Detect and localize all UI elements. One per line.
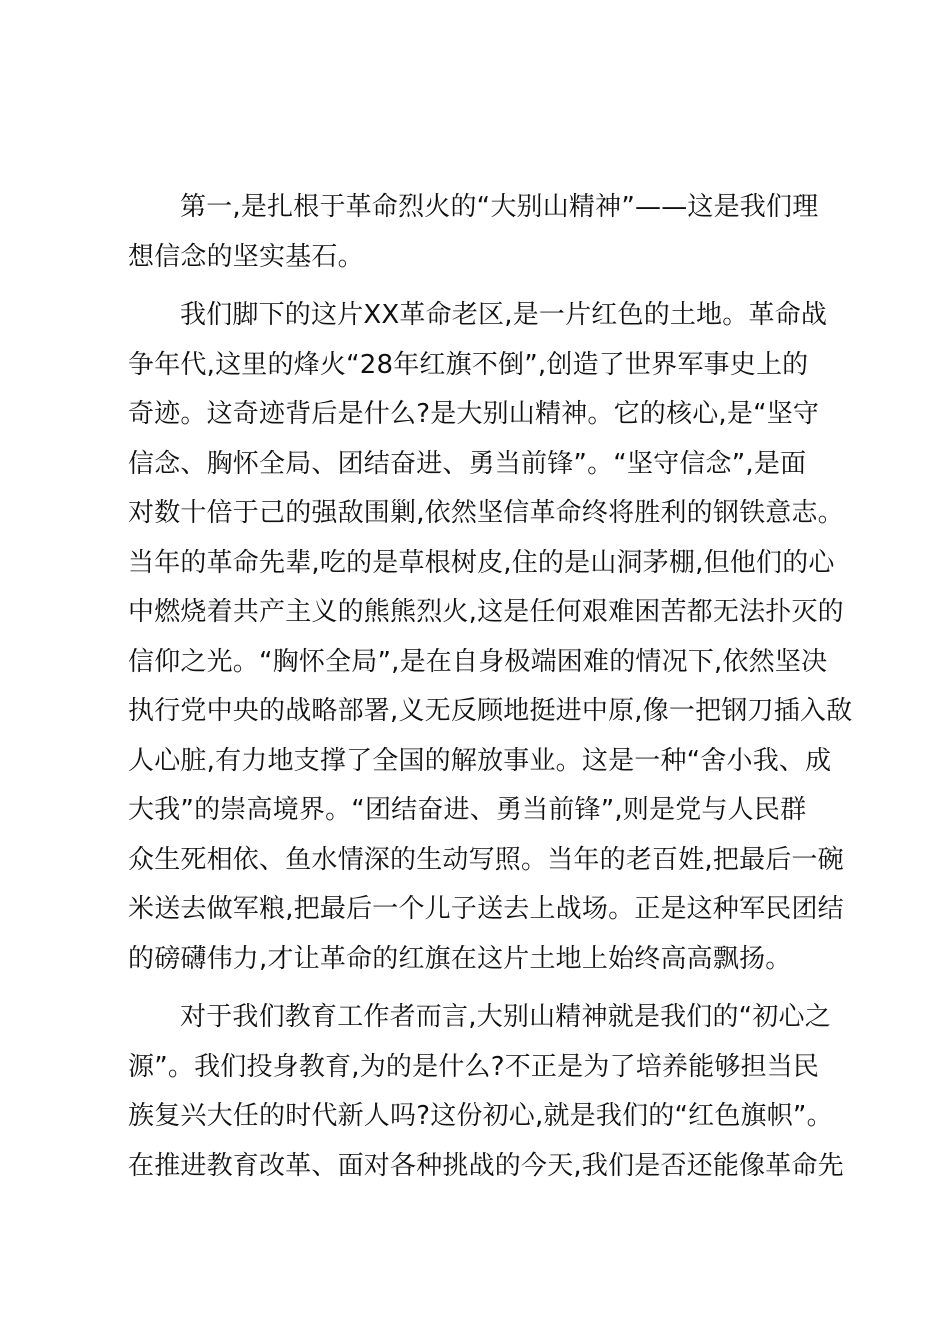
text-line: 对数十倍于己的强敌围剿,依然坚信革命终将胜利的钢铁意志。 [128,498,844,528]
text-line: 执行党中央的战略部署,义无反顾地挺进中原,像一把钢刀插入敌 [128,696,853,726]
text-line: 米送去做军粮,把最后一个儿子送去上战场。正是这种军民团结 [128,894,844,924]
text-line: 当年的革命先辈,吃的是草根树皮,住的是山洞茅棚,但他们的心 [128,547,835,578]
text-line: 在推进教育改革、面对各种挑战的今天,我们是否还能像革命先 [128,1150,844,1181]
text-line: 信念、胸怀全局、团结奋进、勇当前锋”。“坚守信念”,是面 [128,448,807,479]
text-line: 中燃烧着共产主义的熊熊烈火,这是任何艰难困苦都无法扑灭的 [128,597,844,627]
text-line: 奇迹。这奇迹背后是什么?是大别山精神。它的核心,是“坚守 [128,399,820,429]
text-line: 对于我们教育工作者而言,大别山精神就是我们的“初心之 [180,1002,831,1032]
text-line: 族复兴大任的时代新人吗?这份初心,就是我们的“红色旗帜”。 [128,1101,833,1131]
text-line: 我们脚下的这片XX革命老区,是一片红色的土地。革命战 [180,300,828,330]
paragraph-2 [128,291,853,984]
text-line: 想信念的坚实基石。 [128,241,364,272]
text-line: 的磅礴伟力,才让革命的红旗在这片土地上始终高高飘扬。 [128,943,792,974]
paragraph-3 [128,993,844,1191]
text-line: 众生死相依、鱼水情深的生动写照。当年的老百姓,把最后一碗 [128,844,844,875]
text-line: 争年代,这里的烽火“28年红旗不倒”,创造了世界军事史上的 [128,349,809,380]
text-line: 第一,是扎根于革命烈火的“大别山精神”——这是我们理 [180,192,819,222]
text-line: 源”。我们投身教育,为的是什么?不正是为了培养能够担当民 [128,1051,820,1082]
paragraph-1 [128,183,834,282]
text-line: 大我”的崇高境界。“团结奋进、勇当前锋”,则是党与人民群 [128,795,807,825]
text-line: 人心脏,有力地支撑了全国的解放事业。这是一种“舍小我、成 [128,745,832,776]
text-line: 信仰之光。“胸怀全局”,是在自身极端困难的情况下,依然坚决 [128,646,828,677]
document-body [128,183,853,1191]
